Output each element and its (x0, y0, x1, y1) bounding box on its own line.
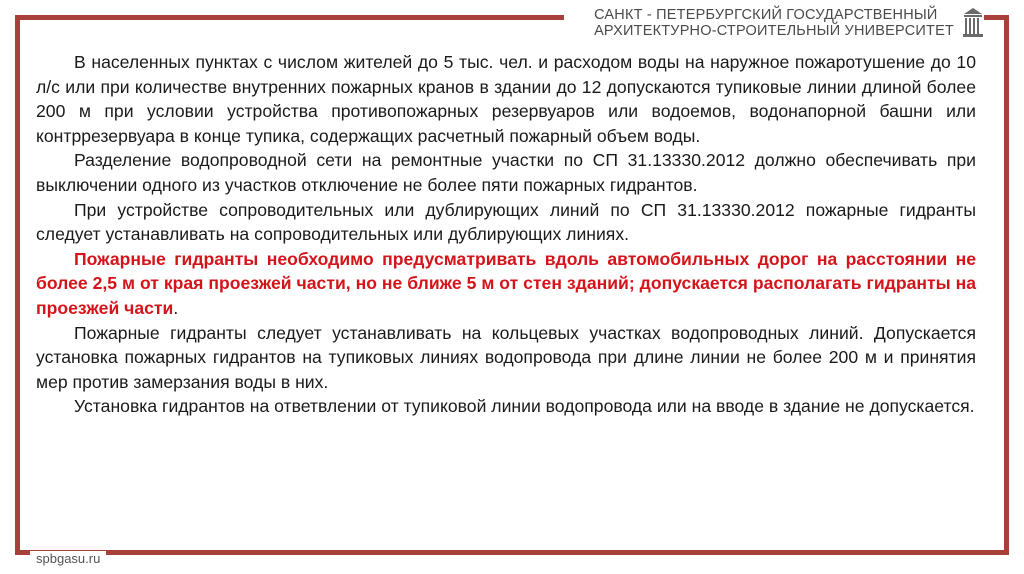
paragraph-auxiliary-lines: При устройстве сопроводительных или дублирующих линий по СП 31.13330.2012 пожарные гидранты следует устанавливать на сопроводительных или дублирующих линиях. (36, 199, 976, 245)
university-name (594, 7, 954, 39)
university-name-line2: АРХИТЕКТУРНО-СТРОИТЕЛЬНЫЙ УНИВЕРСИТЕТ (594, 23, 954, 39)
slide-content (36, 50, 976, 419)
paragraph-branch-installation: Установка гидрантов на ответвлении от тупиковой линии водопровода или на вводе в здание не допускается. (74, 396, 975, 417)
university-building-icon (962, 6, 984, 40)
hydrant-roads-tail: . (173, 297, 179, 318)
university-name-line1: САНКТ - ПЕТЕРБУРГСКИЙ ГОСУДАРСТВЕННЫЙ (594, 7, 938, 23)
paragraph-repair-sections: Разделение водопроводной сети на ремонтные участки по СП 31.13330.2012 должно обеспечивать при выключении одного из участков отключение не более пяти пожарных гидрантов. (36, 150, 976, 195)
slide-footer (0, 534, 1024, 574)
paragraph-dead-end-lines: В населенных пунктах с числом жителей до 5 тыс. чел. и расходом воды на наружное пожаротушение до 10 л/с или при количестве внутренних пожарных кранов в здании до 12 допускаются тупиковые линии длиной более 200 м при условии устройства противопожарных резервуаров или водоемов, водонапорной башни или контррезервуара в конце тупика, содержащих расчетный пожарный объем воды. (36, 52, 976, 146)
university-header (564, 2, 984, 44)
footer-gap (0, 555, 1024, 565)
paragraph-hydrant-roads (36, 247, 976, 321)
website-link[interactable]: spbgasu.ru (30, 551, 106, 566)
hydrant-roads-emphasis: Пожарные гидранты необходимо предусматривать вдоль автомобильных дорог на расстоянии не более 2,5 м от края проезжей части, но не ближе 5 м от стен зданий; допускается располагать гидранты на проезжей части (36, 248, 976, 318)
paragraph-ring-sections: Пожарные гидранты следует устанавливать на кольцевых участках водопроводных линий. Допускается установка пожарных гидрантов на тупиковых линиях водопровода при длине линии не более 200 м и принятия мер против замерзания воды в них. (36, 322, 976, 392)
